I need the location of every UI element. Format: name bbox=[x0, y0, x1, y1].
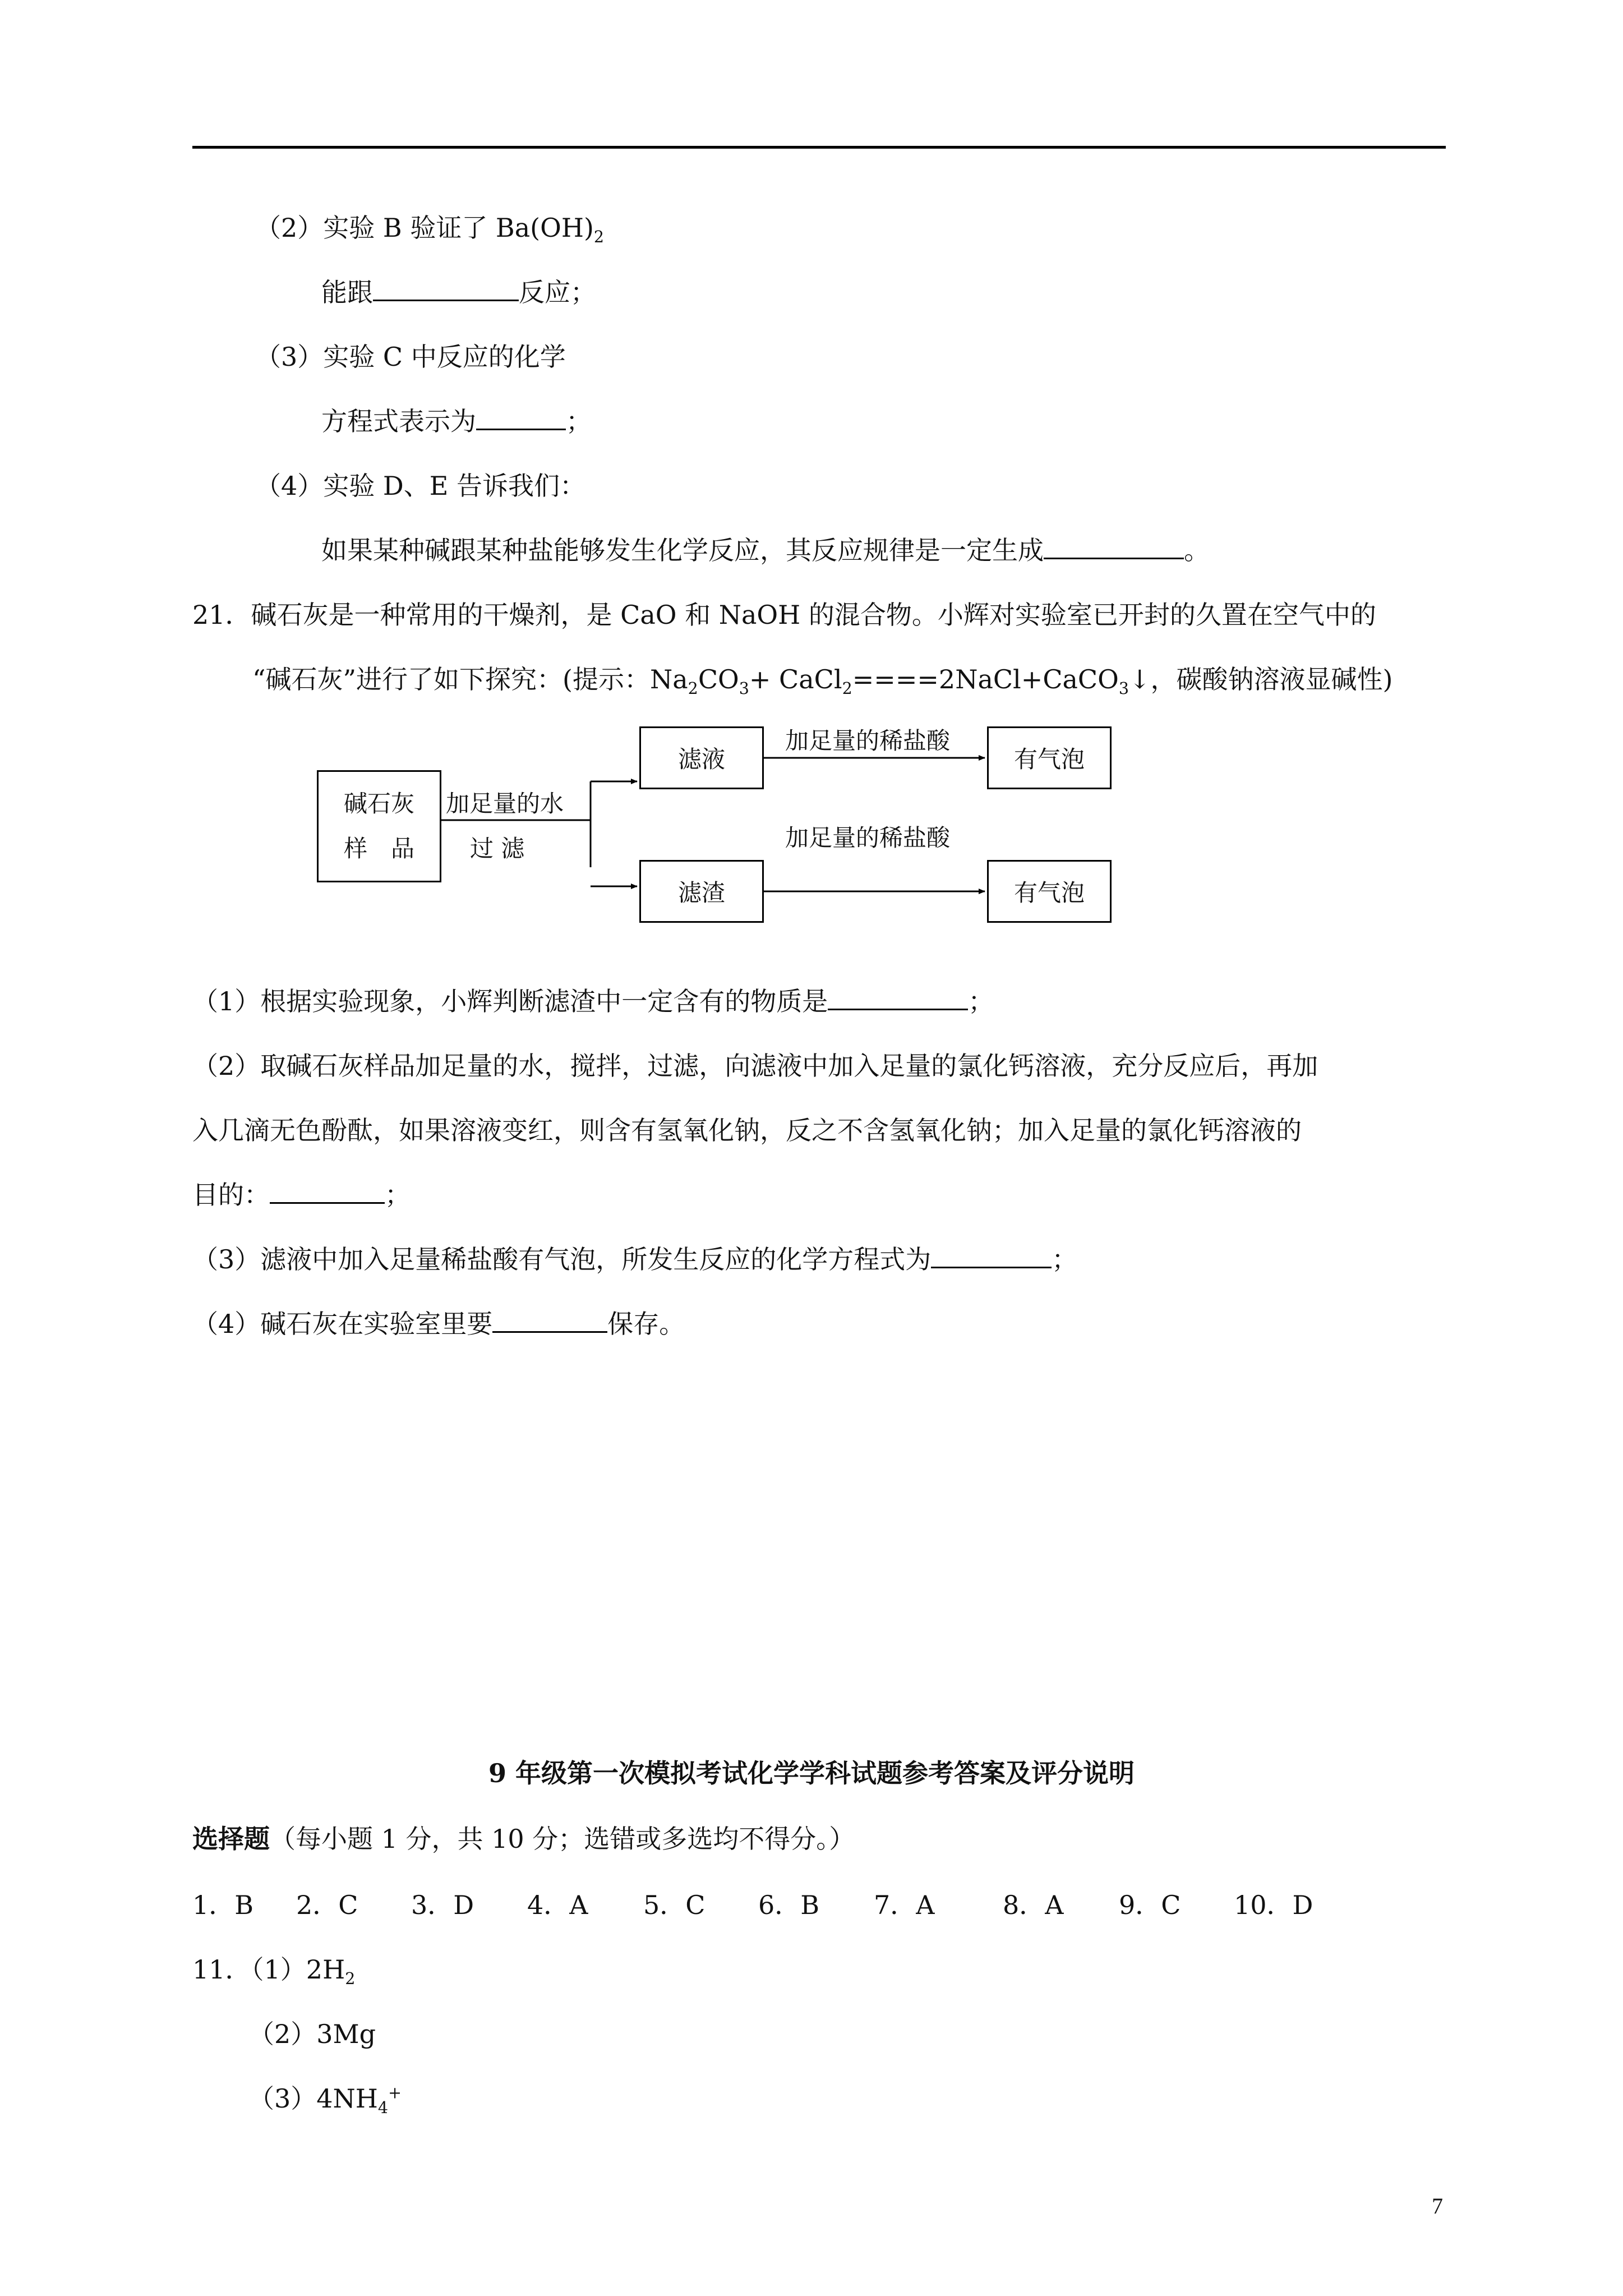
answer-blank[interactable] bbox=[492, 1331, 607, 1333]
q20-part4-line1: （4）实验 D、E 告诉我们： bbox=[255, 471, 585, 501]
q21-sub4: （4）碱石灰在实验室里要 保存。 bbox=[192, 1309, 685, 1339]
q21-intro-line1: 21．碱石灰是一种常用的干燥剂，是 CaO 和 NaOH 的混合物。小辉对实验室已开封的久置在空气中的 bbox=[192, 600, 1376, 630]
q20-part3-line2: 方程式表示为 ； bbox=[321, 406, 592, 436]
mc-answer-item: 4．A bbox=[527, 1890, 588, 1920]
mc-answer-item: 3．D bbox=[411, 1890, 474, 1920]
mc-answer-item: 2．C bbox=[296, 1890, 358, 1920]
q21-sub1: （1）根据实验现象，小辉判断滤渣中一定含有的物质是 ； bbox=[192, 986, 994, 1016]
answer-blank[interactable] bbox=[931, 1266, 1052, 1268]
step-filter-label: 过 滤 bbox=[470, 835, 525, 862]
mc-answer-item: 8．A bbox=[1003, 1890, 1064, 1920]
answer-blank[interactable] bbox=[828, 1008, 968, 1010]
q21-sub2-line1: （2）取碱石灰样品加足量的水，搅拌，过滤，向滤液中加入足量的氯化钙溶液，充分反应后，再加 bbox=[192, 1051, 1318, 1081]
mc-heading: 选择题（每小题 1 分，共 10 分；选错或多选均不得分。） bbox=[192, 1824, 855, 1854]
residue-box: 滤渣 bbox=[639, 860, 764, 923]
sample-label-line2: 样 品 bbox=[343, 835, 414, 862]
mc-answer-item: 10．D bbox=[1234, 1890, 1313, 1920]
q21-sub2-line2: 入几滴无色酚酞，如果溶液变红，则含有氢氧化钠，反之不含氢氧化钠；加入足量的氯化钙溶液的 bbox=[192, 1115, 1302, 1145]
mc-answer-item: 5．C bbox=[643, 1890, 706, 1920]
q21-sub3: （3）滤液中加入足量稀盐酸有气泡，所发生反应的化学方程式为 ； bbox=[192, 1244, 1078, 1274]
answer-11-3: $(3)4NH_4^+$ bbox=[248, 2083, 402, 2118]
q20-part4-line2: 如果某种碱跟某种盐能够发生化学反应，其反应规律是一定生成 。 bbox=[321, 535, 1210, 565]
answer-11-2: （2）3Mg bbox=[248, 2019, 376, 2049]
q21-sub2-line3: 目的： ； bbox=[192, 1180, 411, 1210]
step-add-water-label: 加足量的水 bbox=[446, 790, 564, 817]
q20-part3-line1: （3）实验 C 中反应的化学 bbox=[255, 342, 566, 372]
add-acid-label-1: 加足量的稀盐酸 bbox=[785, 727, 951, 754]
q21-intro-line2: “碱石灰”进行了如下探究：(提示：$Na_2CO_3+$ CaCl$_2$====2NaCl+CaCO$_3$↓，碳酸钠溶液显碱性) bbox=[252, 664, 1393, 698]
result-box-2: 有气泡 bbox=[987, 860, 1112, 923]
answer-blank[interactable] bbox=[270, 1202, 385, 1204]
filtrate-box: 滤液 bbox=[639, 726, 764, 789]
mc-answer-item: 1．B bbox=[192, 1890, 254, 1920]
answer-11-1: 11．$(1)2H_2$ bbox=[192, 1954, 356, 1989]
mc-answer-item: 9．C bbox=[1119, 1890, 1181, 1920]
q20-part2-line1: （2）实验 B 验证了 $Ba(OH)_2$ bbox=[255, 213, 605, 247]
q20-part2-line2: 能跟 反应； bbox=[321, 277, 596, 307]
page-number: 7 bbox=[1432, 2193, 1443, 2219]
result-box-1: 有气泡 bbox=[987, 726, 1112, 789]
add-acid-label-2: 加足量的稀盐酸 bbox=[785, 824, 951, 852]
mc-answer-item: 7．A bbox=[874, 1890, 935, 1920]
sample-label-line1: 碱石灰 bbox=[343, 790, 414, 818]
mc-answer-item: 6．B bbox=[758, 1890, 820, 1920]
answer-key-title: 9 年级第一次模拟考试化学学科试题参考答案及评分说明 bbox=[488, 1758, 1135, 1788]
